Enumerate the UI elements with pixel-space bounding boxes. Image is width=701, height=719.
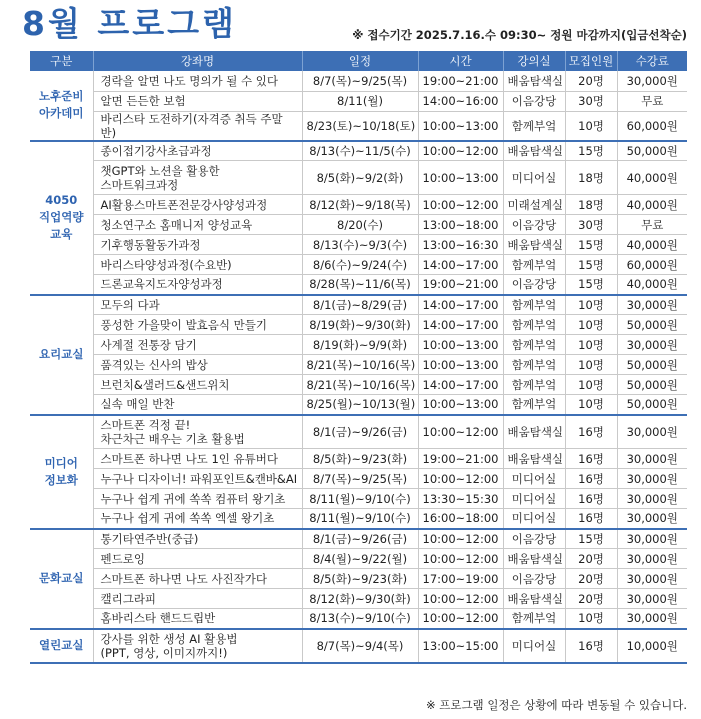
course-cell: 스마트폰 하나면 나도 1인 유튜버다 xyxy=(93,449,302,469)
capacity-cell: 30명 xyxy=(565,215,617,235)
room-cell: 함께부엌 xyxy=(503,295,565,315)
header-time: 시간 xyxy=(418,51,503,71)
room-cell: 미디어실 xyxy=(503,161,565,195)
course-cell: 통기타연주반(중급) xyxy=(93,529,302,549)
room-cell: 함께부엌 xyxy=(503,255,565,275)
course-cell: 챗GPT와 노션을 활용한 스마트워크과정 xyxy=(93,161,302,195)
schedule-cell: 8/7(목)~9/25(목) xyxy=(302,71,418,91)
table-row xyxy=(30,295,687,315)
fee-cell: 30,000원 xyxy=(617,469,687,489)
table-row xyxy=(30,275,687,295)
room-cell: 배움탐색실 xyxy=(503,589,565,609)
fee-cell: 40,000원 xyxy=(617,161,687,195)
room-cell: 함께부엌 xyxy=(503,609,565,629)
schedule-cell: 8/11(월)~9/10(수) xyxy=(302,489,418,509)
capacity-cell: 20명 xyxy=(565,71,617,91)
table-header-row xyxy=(30,51,687,71)
fee-cell: 60,000원 xyxy=(617,255,687,275)
table-row xyxy=(30,529,687,549)
room-cell: 이음강당 xyxy=(503,215,565,235)
capacity-cell: 20명 xyxy=(565,549,617,569)
category-cell: 노후준비 아카데미 xyxy=(30,71,93,141)
room-cell: 이음강당 xyxy=(503,569,565,589)
room-cell: 이음강당 xyxy=(503,529,565,549)
schedule-cell: 8/23(토)~10/18(토) xyxy=(302,111,418,141)
time-cell: 19:00~21:00 xyxy=(418,449,503,469)
capacity-cell: 20명 xyxy=(565,589,617,609)
table-row xyxy=(30,255,687,275)
schedule-cell: 8/25(월)~10/13(월) xyxy=(302,395,418,415)
schedule-cell: 8/11(월) xyxy=(302,91,418,111)
room-cell: 함께부엌 xyxy=(503,355,565,375)
room-cell: 이음강당 xyxy=(503,91,565,111)
fee-cell: 50,000원 xyxy=(617,395,687,415)
time-cell: 10:00~13:00 xyxy=(418,161,503,195)
table-row xyxy=(30,375,687,395)
room-cell: 미디어실 xyxy=(503,489,565,509)
room-cell: 이음강당 xyxy=(503,275,565,295)
schedule-cell: 8/12(화)~9/18(목) xyxy=(302,195,418,215)
header-fee: 수강료 xyxy=(617,51,687,71)
fee-cell: 30,000원 xyxy=(617,529,687,549)
course-cell: 누구나 쉽게 귀에 쏙쏙 엑셀 왕기초 xyxy=(93,509,302,529)
category-cell: 4050 직업역량 교육 xyxy=(30,141,93,295)
time-cell: 19:00~21:00 xyxy=(418,71,503,91)
header-capacity: 모집인원 xyxy=(565,51,617,71)
table-row xyxy=(30,569,687,589)
capacity-cell: 10명 xyxy=(565,395,617,415)
fee-cell: 30,000원 xyxy=(617,549,687,569)
capacity-cell: 16명 xyxy=(565,629,617,663)
room-cell: 미래설계실 xyxy=(503,195,565,215)
capacity-cell: 15명 xyxy=(565,275,617,295)
course-cell: 캘리그라피 xyxy=(93,589,302,609)
category-cell: 문화교실 xyxy=(30,529,93,629)
course-cell: 바리스타 도전하기(자격증 취득 주말반) xyxy=(93,111,302,141)
fee-cell: 30,000원 xyxy=(617,449,687,469)
room-cell: 함께부엌 xyxy=(503,335,565,355)
course-cell: 알면 든든한 보험 xyxy=(93,91,302,111)
course-cell: 종이접기강사초급과정 xyxy=(93,141,302,161)
schedule-cell: 8/13(수)~11/5(수) xyxy=(302,141,418,161)
header-room: 강의실 xyxy=(503,51,565,71)
header-schedule: 일정 xyxy=(302,51,418,71)
capacity-cell: 15명 xyxy=(565,235,617,255)
course-cell: 브런치&샐러드&샌드위치 xyxy=(93,375,302,395)
course-cell: 스마트폰 걱정 끝! 차근차근 배우는 기초 활용법 xyxy=(93,415,302,449)
time-cell: 14:00~16:00 xyxy=(418,91,503,111)
room-cell: 미디어실 xyxy=(503,629,565,663)
fee-cell: 40,000원 xyxy=(617,195,687,215)
page-title: 8월 프로그램 xyxy=(22,4,237,43)
table-row xyxy=(30,549,687,569)
course-cell: 강사를 위한 생성 AI 활용법 (PPT, 영상, 이미지까지!) xyxy=(93,629,302,663)
schedule-cell: 8/5(화)~9/23(화) xyxy=(302,569,418,589)
fee-cell: 30,000원 xyxy=(617,589,687,609)
time-cell: 10:00~12:00 xyxy=(418,415,503,449)
course-cell: 청소연구소 홈매니저 양성교육 xyxy=(93,215,302,235)
capacity-cell: 10명 xyxy=(565,335,617,355)
fee-cell: 50,000원 xyxy=(617,315,687,335)
fee-cell: 10,000원 xyxy=(617,629,687,663)
category-cell: 요리교실 xyxy=(30,295,93,415)
schedule-cell: 8/6(수)~9/24(수) xyxy=(302,255,418,275)
schedule-cell: 8/1(금)~8/29(금) xyxy=(302,295,418,315)
fee-cell: 50,000원 xyxy=(617,375,687,395)
capacity-cell: 16명 xyxy=(565,469,617,489)
table-row xyxy=(30,509,687,529)
course-cell: 바리스타양성과정(수요반) xyxy=(93,255,302,275)
capacity-cell: 15명 xyxy=(565,255,617,275)
time-cell: 10:00~12:00 xyxy=(418,529,503,549)
fee-cell: 무료 xyxy=(617,215,687,235)
time-cell: 14:00~17:00 xyxy=(418,255,503,275)
room-cell: 배움탐색실 xyxy=(503,141,565,161)
table-row xyxy=(30,469,687,489)
time-cell: 13:00~18:00 xyxy=(418,215,503,235)
header-category: 구분 xyxy=(30,51,93,71)
capacity-cell: 18명 xyxy=(565,195,617,215)
capacity-cell: 15명 xyxy=(565,529,617,549)
schedule-cell: 8/4(월)~9/22(월) xyxy=(302,549,418,569)
table-row xyxy=(30,91,687,111)
room-cell: 배움탐색실 xyxy=(503,71,565,91)
course-cell: 모두의 다과 xyxy=(93,295,302,315)
course-cell: 기후행동활동가과정 xyxy=(93,235,302,255)
fee-cell: 40,000원 xyxy=(617,235,687,255)
time-cell: 16:00~18:00 xyxy=(418,509,503,529)
schedule-cell: 8/11(월)~9/10(수) xyxy=(302,509,418,529)
fee-cell: 30,000원 xyxy=(617,609,687,629)
schedule-cell: 8/1(금)~9/26(금) xyxy=(302,529,418,549)
time-cell: 14:00~17:00 xyxy=(418,375,503,395)
table-row xyxy=(30,71,687,91)
course-cell: 사계절 전통장 담기 xyxy=(93,335,302,355)
schedule-change-notice: ※ 프로그램 일정은 상황에 따라 변동될 수 있습니다. xyxy=(425,698,687,712)
fee-cell: 30,000원 xyxy=(617,569,687,589)
capacity-cell: 15명 xyxy=(565,141,617,161)
capacity-cell: 20명 xyxy=(565,569,617,589)
fee-cell: 30,000원 xyxy=(617,509,687,529)
course-cell: 스마트폰 하나면 나도 사진작가다 xyxy=(93,569,302,589)
schedule-cell: 8/5(화)~9/2(화) xyxy=(302,161,418,195)
room-cell: 배움탐색실 xyxy=(503,549,565,569)
schedule-cell: 8/13(수)~9/3(수) xyxy=(302,235,418,255)
table-body xyxy=(30,71,687,663)
schedule-cell: 8/21(목)~10/16(목) xyxy=(302,375,418,395)
category-cell: 열린교실 xyxy=(30,629,93,663)
category-cell: 미디어 정보화 xyxy=(30,415,93,529)
course-cell: 홈바리스타 핸드드립반 xyxy=(93,609,302,629)
capacity-cell: 10명 xyxy=(565,315,617,335)
room-cell: 배움탐색실 xyxy=(503,449,565,469)
capacity-cell: 30명 xyxy=(565,91,617,111)
time-cell: 10:00~12:00 xyxy=(418,589,503,609)
room-cell: 배움탐색실 xyxy=(503,235,565,255)
course-cell: 펜드로잉 xyxy=(93,549,302,569)
fee-cell: 30,000원 xyxy=(617,295,687,315)
capacity-cell: 16명 xyxy=(565,489,617,509)
fee-cell: 50,000원 xyxy=(617,141,687,161)
fee-cell: 30,000원 xyxy=(617,335,687,355)
time-cell: 10:00~13:00 xyxy=(418,395,503,415)
table-row xyxy=(30,315,687,335)
room-cell: 미디어실 xyxy=(503,509,565,529)
schedule-cell: 8/19(화)~9/9(화) xyxy=(302,335,418,355)
time-cell: 13:00~15:00 xyxy=(418,629,503,663)
capacity-cell: 16명 xyxy=(565,415,617,449)
capacity-cell: 16명 xyxy=(565,509,617,529)
time-cell: 10:00~12:00 xyxy=(418,141,503,161)
schedule-cell: 8/20(수) xyxy=(302,215,418,235)
program-table xyxy=(30,51,687,664)
room-cell: 함께부엌 xyxy=(503,111,565,141)
fee-cell: 30,000원 xyxy=(617,415,687,449)
table-row xyxy=(30,629,687,663)
fee-cell: 40,000원 xyxy=(617,275,687,295)
time-cell: 17:00~19:00 xyxy=(418,569,503,589)
course-cell: 경락을 알면 나도 명의가 될 수 있다 xyxy=(93,71,302,91)
schedule-cell: 8/12(화)~9/30(화) xyxy=(302,589,418,609)
capacity-cell: 10명 xyxy=(565,375,617,395)
table-row xyxy=(30,395,687,415)
time-cell: 10:00~13:00 xyxy=(418,111,503,141)
fee-cell: 50,000원 xyxy=(617,355,687,375)
table-row xyxy=(30,161,687,195)
time-cell: 14:00~17:00 xyxy=(418,295,503,315)
room-cell: 함께부엌 xyxy=(503,315,565,335)
table-row xyxy=(30,335,687,355)
time-cell: 10:00~13:00 xyxy=(418,335,503,355)
course-cell: 품격있는 신사의 밥상 xyxy=(93,355,302,375)
table-row xyxy=(30,141,687,161)
table-row xyxy=(30,449,687,469)
table-row xyxy=(30,355,687,375)
table-row xyxy=(30,215,687,235)
time-cell: 10:00~13:00 xyxy=(418,355,503,375)
schedule-cell: 8/7(목)~9/25(목) xyxy=(302,469,418,489)
room-cell: 함께부엌 xyxy=(503,395,565,415)
course-cell: 풍성한 가을맞이 발효음식 만들기 xyxy=(93,315,302,335)
schedule-cell: 8/28(목)~11/6(목) xyxy=(302,275,418,295)
table-row xyxy=(30,609,687,629)
fee-cell: 30,000원 xyxy=(617,489,687,509)
time-cell: 14:00~17:00 xyxy=(418,315,503,335)
time-cell: 19:00~21:00 xyxy=(418,275,503,295)
fee-cell: 60,000원 xyxy=(617,111,687,141)
capacity-cell: 10명 xyxy=(565,111,617,141)
table-row xyxy=(30,589,687,609)
time-cell: 10:00~12:00 xyxy=(418,609,503,629)
header-course: 강좌명 xyxy=(93,51,302,71)
time-cell: 10:00~12:00 xyxy=(418,195,503,215)
table-row xyxy=(30,111,687,141)
capacity-cell: 10명 xyxy=(565,295,617,315)
registration-notice: ※ 접수기간 2025.7.16.수 09:30~ 정원 마감까지(입금선착순) xyxy=(352,28,687,42)
room-cell: 배움탐색실 xyxy=(503,415,565,449)
room-cell: 함께부엌 xyxy=(503,375,565,395)
table-row xyxy=(30,235,687,255)
table-row xyxy=(30,489,687,509)
schedule-cell: 8/5(화)~9/23(화) xyxy=(302,449,418,469)
time-cell: 13:30~15:30 xyxy=(418,489,503,509)
capacity-cell: 16명 xyxy=(565,449,617,469)
time-cell: 10:00~12:00 xyxy=(418,549,503,569)
fee-cell: 30,000원 xyxy=(617,71,687,91)
course-cell: 드론교육지도자양성과정 xyxy=(93,275,302,295)
course-cell: 실속 매일 반찬 xyxy=(93,395,302,415)
schedule-cell: 8/13(수)~9/10(수) xyxy=(302,609,418,629)
schedule-cell: 8/19(화)~9/30(화) xyxy=(302,315,418,335)
schedule-cell: 8/7(목)~9/4(목) xyxy=(302,629,418,663)
table-row xyxy=(30,415,687,449)
fee-cell: 무료 xyxy=(617,91,687,111)
course-cell: AI활용스마트폰전문강사양성과정 xyxy=(93,195,302,215)
capacity-cell: 10명 xyxy=(565,609,617,629)
capacity-cell: 10명 xyxy=(565,355,617,375)
time-cell: 13:00~16:30 xyxy=(418,235,503,255)
course-cell: 누구나 디자이너! 파워포인트&캔바&AI xyxy=(93,469,302,489)
course-cell: 누구나 쉽게 귀에 쏙쏙 컴퓨터 왕기초 xyxy=(93,489,302,509)
schedule-cell: 8/1(금)~9/26(금) xyxy=(302,415,418,449)
room-cell: 미디어실 xyxy=(503,469,565,489)
table-row xyxy=(30,195,687,215)
capacity-cell: 18명 xyxy=(565,161,617,195)
schedule-cell: 8/21(목)~10/16(목) xyxy=(302,355,418,375)
time-cell: 10:00~12:00 xyxy=(418,469,503,489)
